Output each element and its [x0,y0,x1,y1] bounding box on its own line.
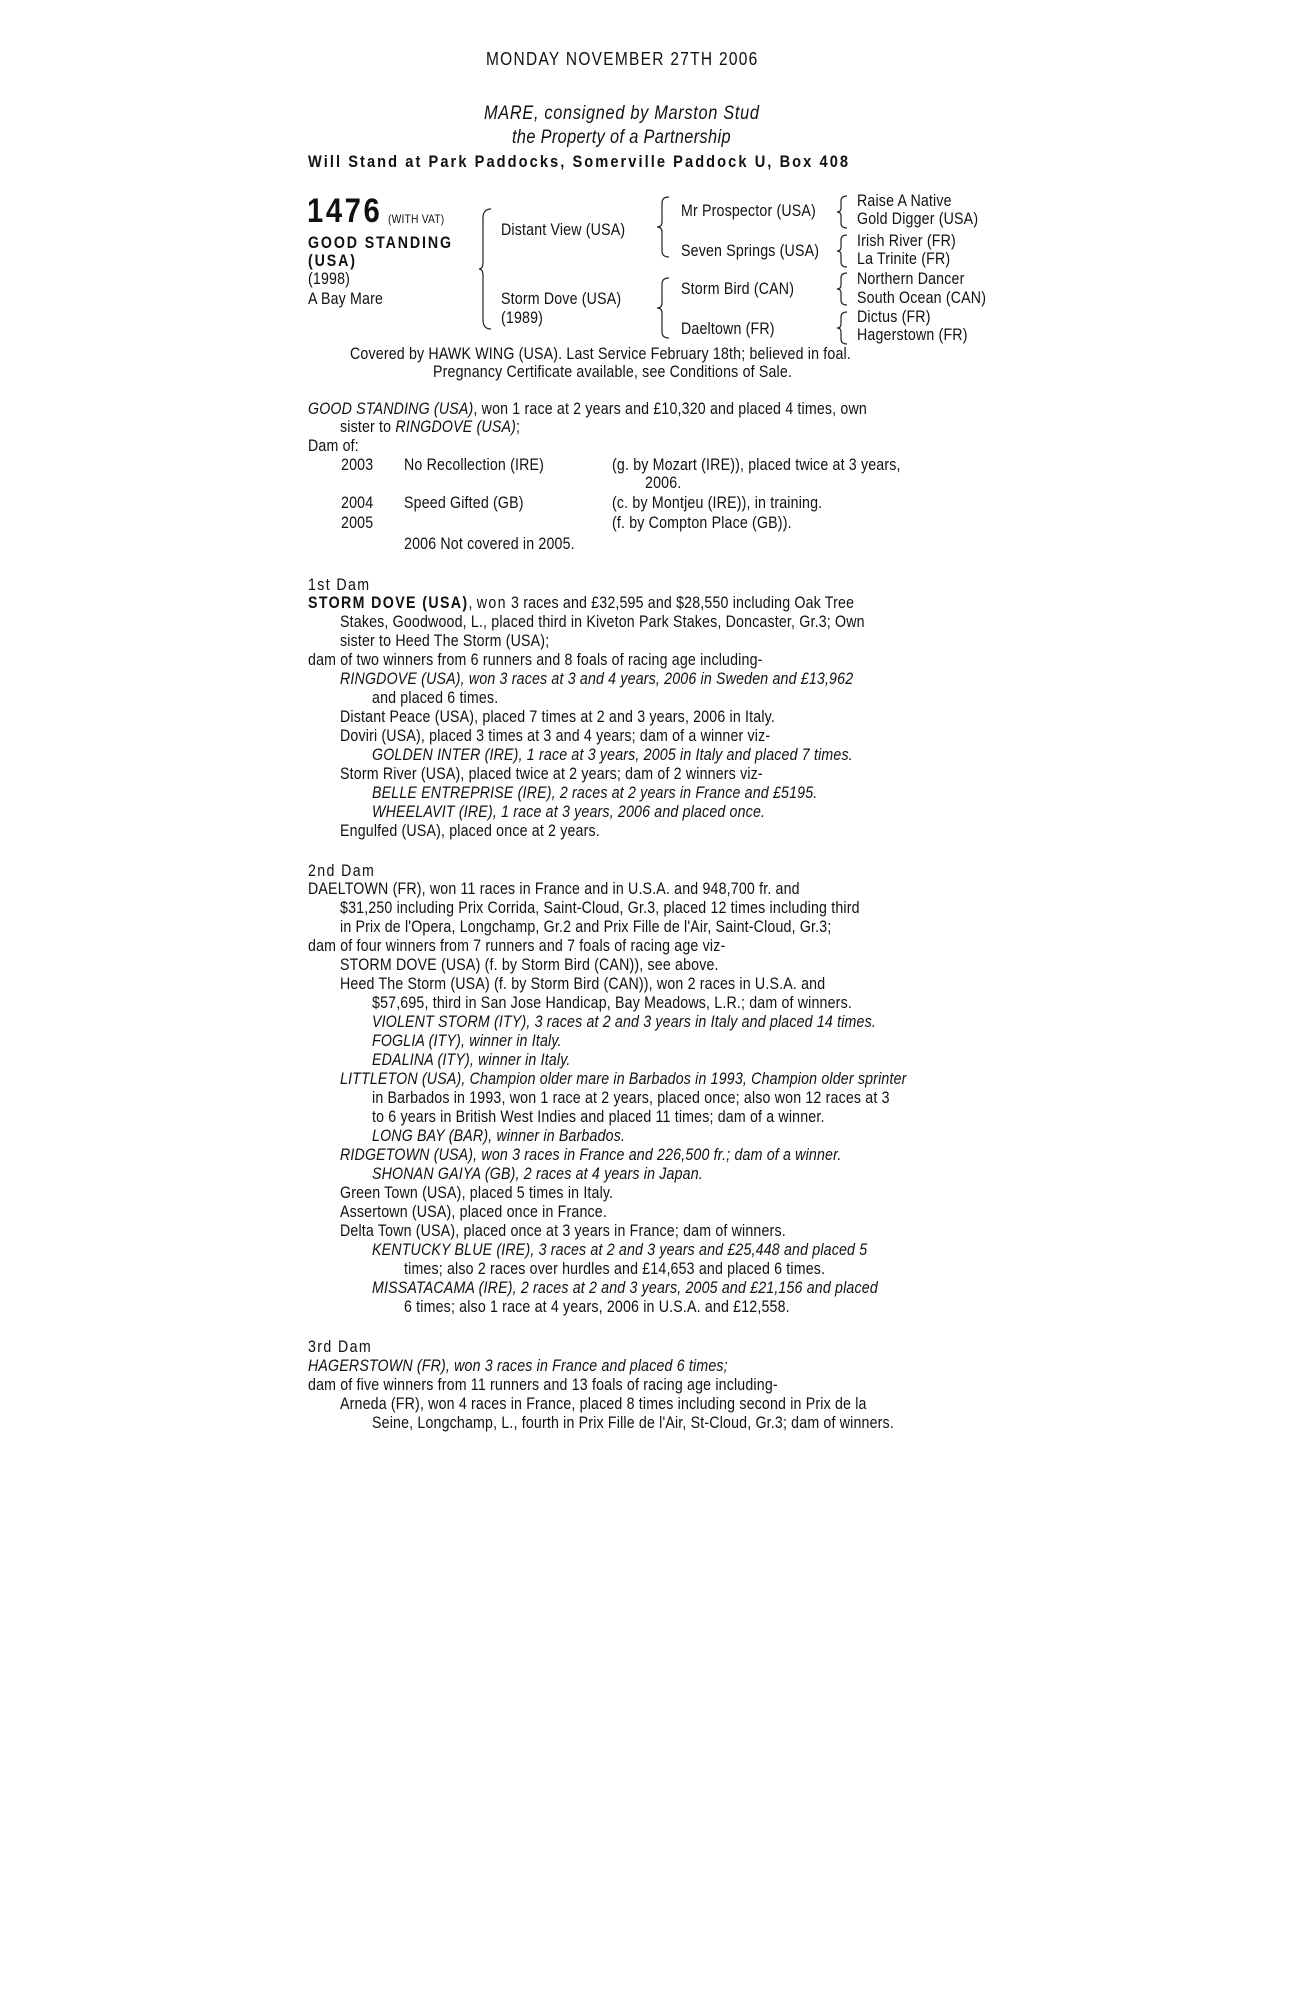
dam3-heading: 3rd Dam [308,1338,373,1356]
lot-number: 1476 [307,192,383,230]
pedigree-brace-g1 [836,195,848,229]
pedigree-sire-sire: Mr Prospector (USA) [681,202,816,220]
dam2-line: dam of four winners from 7 runners and 7 foals of racing age viz- [308,937,726,955]
dam2-line: STORM DOVE (USA) (f. by Storm Bird (CAN)), see above. [340,956,719,974]
not-covered-note: 2006 Not covered in 2005. [404,535,575,553]
produce-intro-2: sister to RINGDOVE (USA); [340,418,521,436]
produce-note-cont: 2006. [645,474,682,492]
dam1-line: STORM DOVE (USA), won 3 races and £32,595 and $28,550 including Oak Tree [308,594,855,612]
pedigree-g4: La Trinite (FR) [857,250,951,268]
pedigree-g8: Hagerstown (FR) [857,326,968,344]
pedigree-sire: Distant View (USA) [501,221,626,239]
produce-name: Speed Gifted (GB) [404,494,524,512]
sale-date: MONDAY NOVEMBER 27TH 2006 [486,49,759,69]
dam2-line: RIDGETOWN (USA), won 3 races in France and 226,500 fr.; dam of a winner. [340,1146,842,1164]
horse-year: (1998) [308,270,351,288]
dam2-line: in Prix de l'Opera, Longchamp, Gr.2 and Prix Fille de l'Air, Saint-Cloud, Gr.3; [340,918,832,936]
dam2-line: to 6 years in British West Indies and placed 11 times; dam of a winner. [372,1108,825,1126]
dam2-line: KENTUCKY BLUE (IRE), 3 races at 2 and 3 years and £25,448 and placed 5 [372,1241,868,1259]
dam2-line: SHONAN GAIYA (GB), 2 races at 4 years in Japan. [372,1165,703,1183]
covered-line-1: Covered by HAWK WING (USA). Last Service February 18th; believed in foal. [350,345,851,363]
pedigree-brace-sire [656,196,670,258]
property-line: the Property of a Partnership [512,127,731,148]
covered-line-2: Pregnancy Certificate available, see Conditions of Sale. [433,363,793,381]
dam2-line: VIOLENT STORM (ITY), 3 races at 2 and 3 years in Italy and placed 14 times. [372,1013,876,1031]
produce-name: No Recollection (IRE) [404,456,545,474]
pedigree-g3: Irish River (FR) [857,232,956,250]
pedigree-brace-g3 [836,272,848,306]
horse-name: GOOD STANDING [308,234,453,252]
dam2-line: Delta Town (USA), placed once at 3 years in France; dam of winners. [340,1222,786,1240]
dam2-line: EDALINA (ITY), winner in Italy. [372,1051,571,1069]
pedigree-brace-g4 [836,311,848,345]
dam3-line: HAGERSTOWN (FR), won 3 races in France and placed 6 times; [308,1357,728,1375]
pedigree-g2: Gold Digger (USA) [857,210,979,228]
dam3-line: Arneda (FR), won 4 races in France, placed 8 times including second in Prix de la [340,1395,867,1413]
pedigree-g7: Dictus (FR) [857,308,931,326]
pedigree-dam: Storm Dove (USA) [501,290,622,308]
dam1-heading: 1st Dam [308,576,371,594]
dam2-line: FOGLIA (ITY), winner in Italy. [372,1032,562,1050]
dam2-line: LONG BAY (BAR), winner in Barbados. [372,1127,626,1145]
consignor-line: MARE, consigned by Marston Stud [484,103,760,124]
produce-note: (f. by Compton Place (GB)). [612,514,792,532]
dam2-line: MISSATACAMA (IRE), 2 races at 2 and 3 years, 2005 and £21,156 and placed [372,1279,878,1297]
dam2-line: times; also 2 races over hurdles and £14,653 and placed 6 times. [404,1260,826,1278]
dam2-line: in Barbados in 1993, won 1 race at 2 years, placed once; also won 12 races at 3 [372,1089,890,1107]
dam1-line: BELLE ENTREPRISE (IRE), 2 races at 2 years in France and £5195. [372,784,818,802]
pedigree-brace-dam [656,277,670,339]
produce-note: (g. by Mozart (IRE)), placed twice at 3 years, [612,456,901,474]
vat-label: (WITH VAT) [388,212,445,226]
dam2-heading: 2nd Dam [308,862,376,880]
pedigree-g6: South Ocean (CAN) [857,289,987,307]
dam2-line: Assertown (USA), placed once in France. [340,1203,607,1221]
dam-of-label: Dam of: [308,437,359,455]
pedigree-g1: Raise A Native [857,192,952,210]
dam1-line: sister to Heed The Storm (USA); [340,632,550,650]
dam1-line: Doviri (USA), placed 3 times at 3 and 4 years; dam of a winner viz- [340,727,771,745]
pedigree-g5: Northern Dancer [857,270,965,288]
stand-location: Will Stand at Park Paddocks, Somerville Paddock U, Box 408 [308,152,851,171]
dam3-line: dam of five winners from 11 runners and 13 foals of racing age including- [308,1376,778,1394]
produce-intro: GOOD STANDING (USA), won 1 race at 2 years and £10,320 and placed 4 times, own [308,400,867,418]
produce-year: 2004 [341,494,374,512]
dam2-line: $57,695, third in San Jose Handicap, Bay Meadows, L.R.; dam of winners. [372,994,852,1012]
pedigree-sire-dam: Seven Springs (USA) [681,242,820,260]
dam3-line: Seine, Longchamp, L., fourth in Prix Fille de l'Air, St-Cloud, Gr.3; dam of winners. [372,1414,894,1432]
dam1-line: Distant Peace (USA), placed 7 times at 2 and 3 years, 2006 in Italy. [340,708,775,726]
dam1-line: and placed 6 times. [372,689,499,707]
dam2-line: 6 times; also 1 race at 4 years, 2006 in U.S.A. and £12,558. [404,1298,790,1316]
dam1-line: Storm River (USA), placed twice at 2 years; dam of 2 winners viz- [340,765,763,783]
dam1-line: Engulfed (USA), placed once at 2 years. [340,822,600,840]
dam1-line: Stakes, Goodwood, L., placed third in Kiveton Park Stakes, Doncaster, Gr.3; Own [340,613,865,631]
produce-note: (c. by Montjeu (IRE)), in training. [612,494,823,512]
produce-year: 2003 [341,456,374,474]
pedigree-dam-year: (1989) [501,309,544,327]
pedigree-dam-dam: Daeltown (FR) [681,320,775,338]
pedigree-brace-g2 [836,234,848,268]
horse-description: A Bay Mare [308,290,384,308]
dam2-line: LITTLETON (USA), Champion older mare in Barbados in 1993, Champion older sprinter [340,1070,907,1088]
dam2-line: Green Town (USA), placed 5 times in Italy. [340,1184,614,1202]
horse-country: (USA) [308,252,357,270]
produce-year: 2005 [341,514,374,532]
pedigree-brace-main [478,208,492,330]
dam1-line: RINGDOVE (USA), won 3 races at 3 and 4 years, 2006 in Sweden and £13,962 [340,670,854,688]
dam2-line: DAELTOWN (FR), won 11 races in France and in U.S.A. and 948,700 fr. and [308,880,800,898]
dam2-line: Heed The Storm (USA) (f. by Storm Bird (CAN)), won 2 races in U.S.A. and [340,975,826,993]
dam1-line: dam of two winners from 6 runners and 8 foals of racing age including- [308,651,763,669]
dam1-line: GOLDEN INTER (IRE), 1 race at 3 years, 2005 in Italy and placed 7 times. [372,746,853,764]
pedigree-dam-sire: Storm Bird (CAN) [681,280,795,298]
dam1-line: WHEELAVIT (IRE), 1 race at 3 years, 2006 and placed once. [372,803,766,821]
dam2-line: $31,250 including Prix Corrida, Saint-Cloud, Gr.3, placed 12 times including third [340,899,860,917]
